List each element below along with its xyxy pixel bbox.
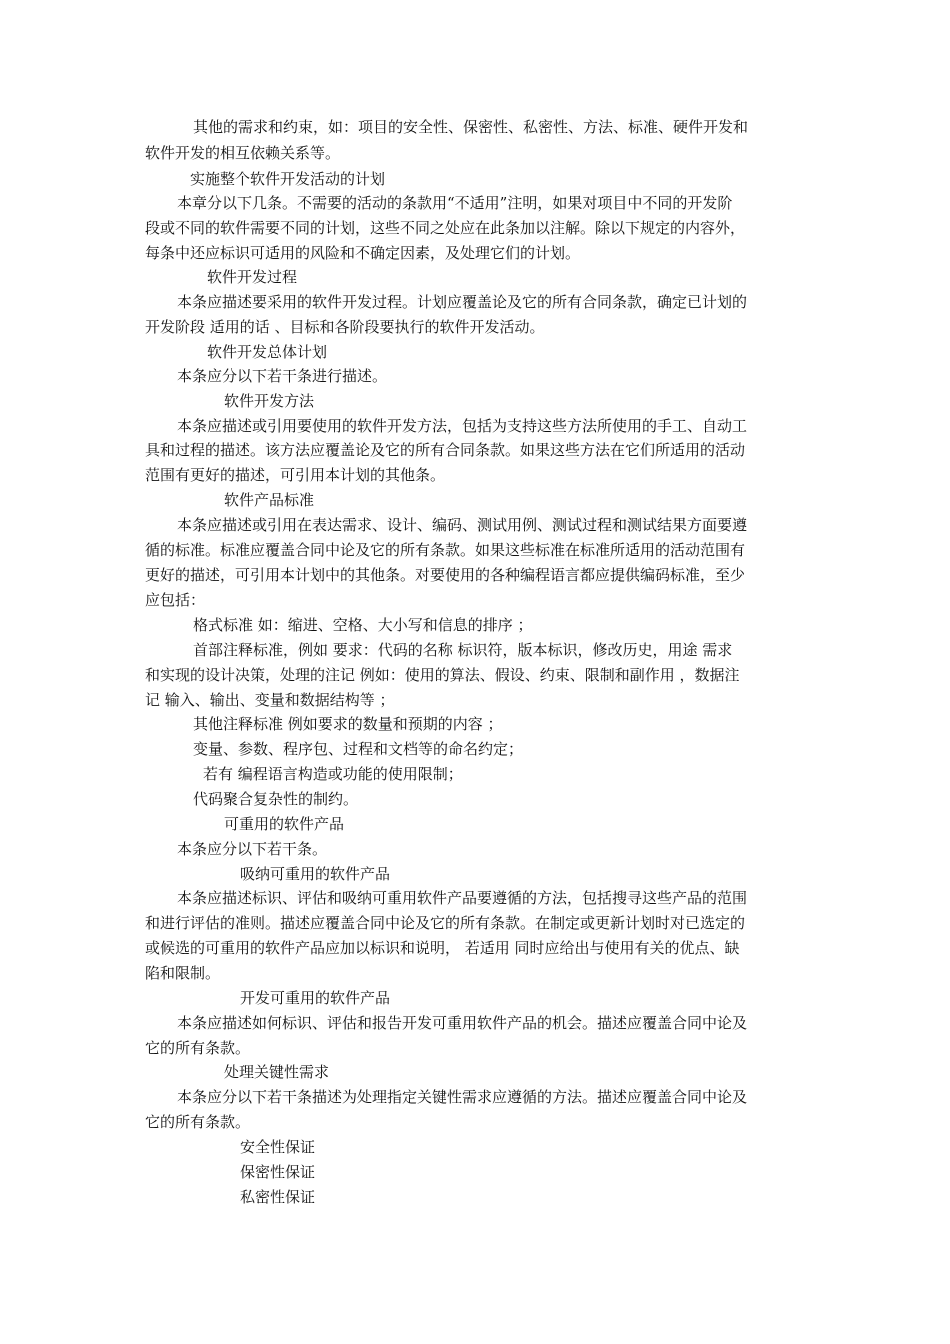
text-line: 本条应分以下若干条进行描述。 [177, 367, 388, 385]
section-heading: 私密性保证 [240, 1188, 316, 1206]
section-heading: 软件开发总体计划 [207, 343, 328, 361]
text-line: 软件开发的相互依赖关系等。 [145, 144, 341, 162]
text-line: 本条应分以下若干条描述为处理指定关键性需求应遵循的方法。描述应覆盖合同中论及 [177, 1088, 748, 1106]
list-item: 格式标准 如：缩进、空格、大小写和信息的排序 ； [193, 616, 533, 634]
text-line: 和进行评估的准则。描述应覆盖合同中论及它的所有条款。在制定或更新计划时对已选定的 [145, 914, 746, 932]
text-line: 本条应描述标识、评估和吸纳可重用软件产品要遵循的方法，包括搜寻这些产品的范围 [177, 889, 748, 907]
text-line: 其他的需求和约束，如：项目的安全性、保密性、私密性、方法、标准、硬件开发和 [193, 118, 749, 136]
text-line: 每条中还应标识可适用的风险和不确定因素，及处理它们的计划。 [145, 244, 581, 262]
text-line: 陷和限制。 [145, 964, 221, 982]
text-line: 记 输入、输出、变量和数据结构等 ； [145, 691, 395, 709]
text-line: 本章分以下几条。不需要的活动的条款用“不适用”注明，如果对项目中不同的开发阶 [177, 194, 733, 212]
text-line: 具和过程的描述。该方法应覆盖论及它的所有合同条款。如果这些方法在它们所适用的活动 [145, 441, 746, 459]
section-heading: 吸纳可重用的软件产品 [240, 865, 391, 883]
section-heading: 安全性保证 [240, 1138, 316, 1156]
text-line: 范围有更好的描述，可引用本计划的其他条。 [145, 466, 446, 484]
section-heading: 实施整个软件开发活动的计划 [190, 170, 386, 188]
list-item: 其他注释标准 例如要求的数量和预期的内容 ； [193, 715, 503, 733]
text-line: 它的所有条款。 [145, 1113, 251, 1131]
text-line: 本条应描述或引用要使用的软件开发方法，包括为支持这些方法所使用的手工、自动工 [177, 417, 748, 435]
list-item: 首部注释标准，例如 要求：代码的名称 标识符，版本标识，修改历史，用途 需求 [193, 641, 733, 659]
list-item: 若有 编程语言构造或功能的使用限制； [203, 765, 463, 783]
text-line: 开发阶段 适用的话 、目标和各阶段要执行的软件开发活动。 [145, 318, 545, 336]
text-line: 更好的描述，可引用本计划中的其他条。对要使用的各种编程语言都应提供编码标准，至少 [145, 566, 746, 584]
section-heading: 软件开发方法 [224, 392, 315, 410]
text-line: 或候选的可重用的软件产品应加以标识和说明， 若适用 同时应给出与使用有关的优点、缺 [145, 939, 740, 957]
section-heading: 软件开发过程 [207, 268, 298, 286]
text-line: 循的标准。标准应覆盖合同中论及它的所有条款。如果这些标准在标准所适用的活动范围有 [145, 541, 746, 559]
text-line: 和实现的设计决策，处理的注记 例如：使用的算法、假设、约束、限制和副作用 ，数据注 [145, 666, 740, 684]
text-line: 本条应分以下若干条。 [177, 840, 328, 858]
list-item: 代码聚合复杂性的制约。 [193, 790, 359, 808]
text-line: 本条应描述要采用的软件开发过程。计划应覆盖论及它的所有合同条款，确定已计划的 [177, 293, 748, 311]
section-heading: 处理关键性需求 [224, 1063, 330, 1081]
text-line: 本条应描述或引用在表达需求、设计、编码、测试用例、测试过程和测试结果方面要遵 [177, 516, 748, 534]
text-line: 本条应描述如何标识、评估和报告开发可重用软件产品的机会。描述应覆盖合同中论及 [177, 1014, 748, 1032]
text-line: 它的所有条款。 [145, 1039, 251, 1057]
section-heading: 开发可重用的软件产品 [240, 989, 391, 1007]
section-heading: 软件产品标准 [224, 491, 315, 509]
section-heading: 可重用的软件产品 [224, 815, 345, 833]
section-heading: 保密性保证 [240, 1163, 316, 1181]
list-item: 变量、参数、程序包、过程和文档等的命名约定； [193, 740, 524, 758]
text-line: 应包括： [145, 591, 206, 609]
text-line: 段或不同的软件需要不同的计划，这些不同之处应在此条加以注解。除以下规定的内容外， [145, 219, 746, 237]
